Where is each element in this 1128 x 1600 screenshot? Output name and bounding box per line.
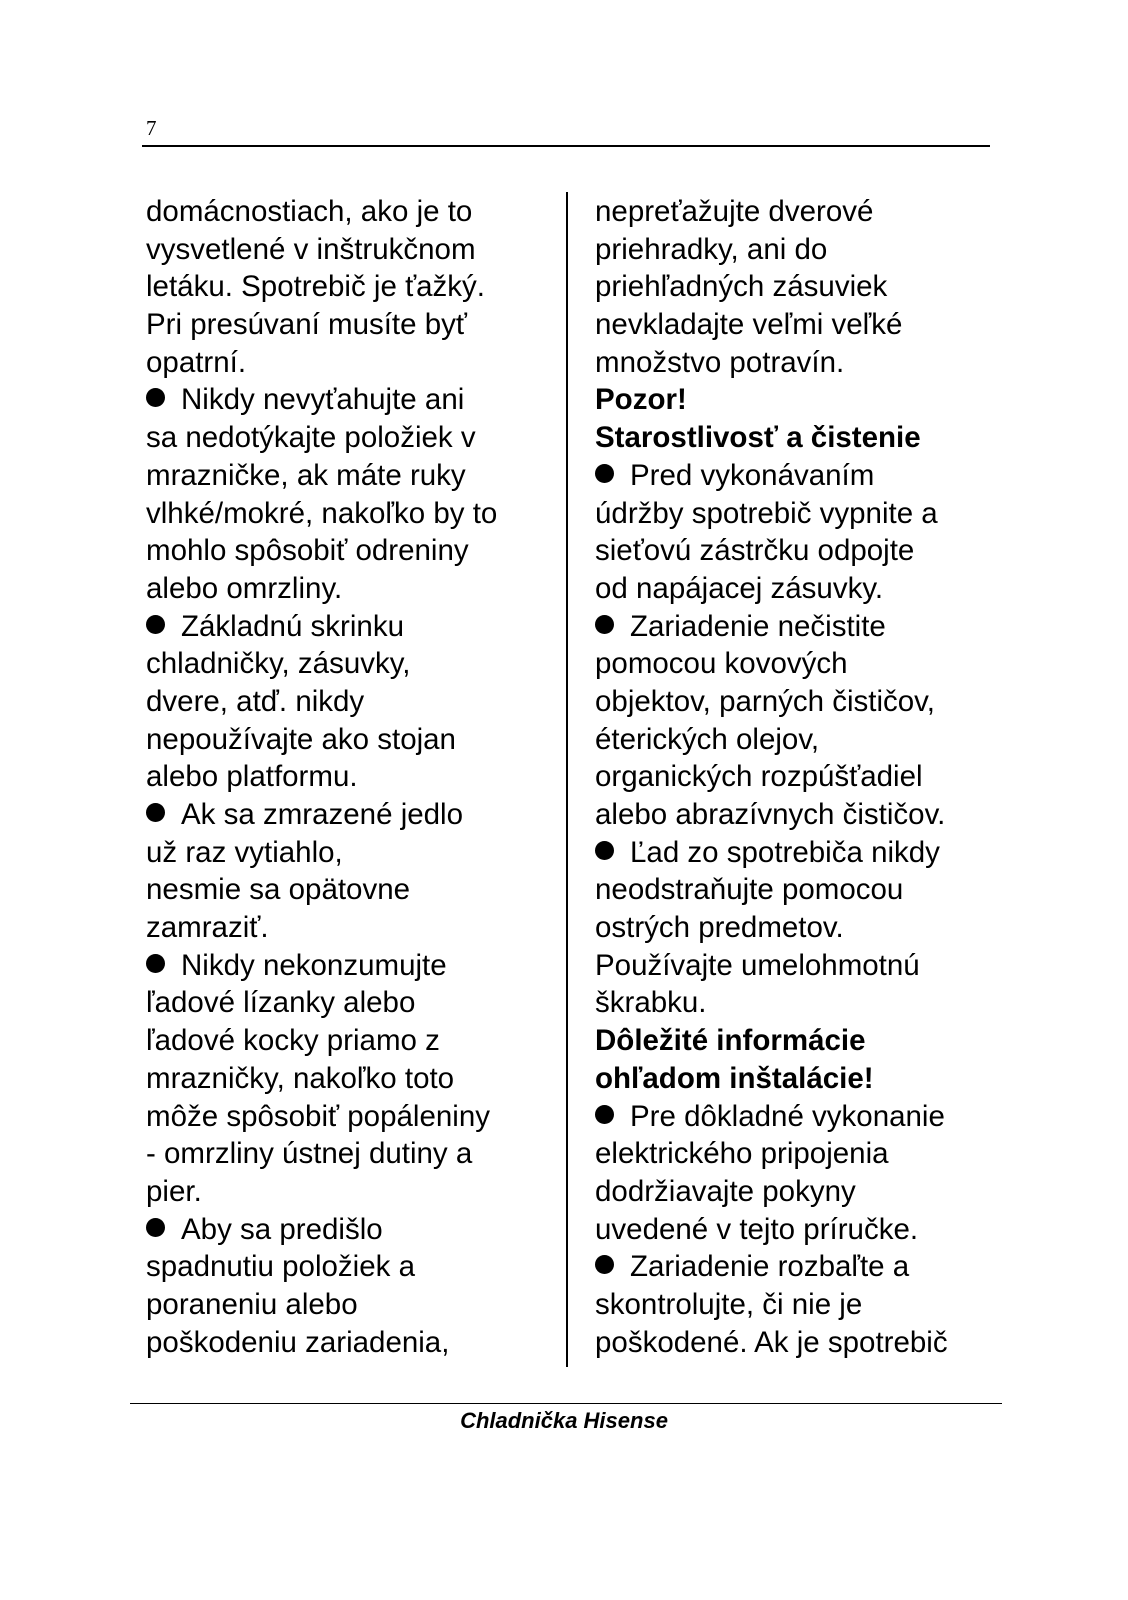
text-line bbox=[146, 495, 541, 533]
line-text: sa nedotýkajte položiek v bbox=[146, 421, 476, 455]
header-rule bbox=[142, 145, 990, 147]
left-text-column bbox=[146, 193, 541, 1361]
text-line bbox=[146, 645, 541, 683]
text-line bbox=[146, 1060, 541, 1098]
text-line bbox=[146, 306, 541, 344]
text-line bbox=[595, 721, 1015, 759]
text-line bbox=[595, 1286, 1015, 1324]
text-line bbox=[595, 984, 1015, 1022]
text-line bbox=[146, 1098, 541, 1136]
line-text: Pred vykonávaním bbox=[630, 458, 875, 492]
line-text: Nikdy nevyťahujte ani bbox=[181, 383, 465, 417]
bullet-icon bbox=[595, 615, 614, 634]
text-line bbox=[595, 645, 1015, 683]
line-text: Základnú skrinku bbox=[181, 609, 404, 643]
line-text: mohlo spôsobiť odreniny bbox=[146, 534, 469, 568]
line-text: sieťovú zástrčku odpojte bbox=[595, 534, 915, 568]
line-text: mrazničky, nakoľko toto bbox=[146, 1061, 455, 1095]
line-text: spadnutiu položiek a bbox=[146, 1250, 415, 1284]
line-text: pomocou kovových bbox=[595, 647, 848, 681]
bullet-icon bbox=[146, 615, 165, 634]
text-line bbox=[595, 871, 1015, 909]
bullet-item-start-line bbox=[146, 608, 541, 646]
line-text: Zariadenie nečistite bbox=[630, 609, 886, 643]
text-line bbox=[146, 268, 541, 306]
line-text: objektov, parných čističov, bbox=[595, 684, 935, 718]
text-line bbox=[146, 984, 541, 1022]
text-line bbox=[595, 1324, 1015, 1362]
text-line bbox=[595, 1211, 1015, 1249]
line-text: uvedené v tejto príručke. bbox=[595, 1212, 919, 1246]
line-text: dodržiavajte pokyny bbox=[595, 1174, 856, 1208]
line-text: alebo platformu. bbox=[146, 760, 358, 794]
line-text: Nikdy nekonzumujte bbox=[181, 948, 447, 982]
line-text: pier. bbox=[146, 1174, 202, 1208]
bullet-item-start-line bbox=[595, 457, 1015, 495]
text-line bbox=[595, 193, 1015, 231]
bullet-icon bbox=[146, 388, 165, 407]
text-line bbox=[595, 344, 1015, 382]
section-heading-line bbox=[595, 1060, 1015, 1098]
line-text: vysvetlené v inštrukčnom bbox=[146, 232, 476, 266]
bullet-icon bbox=[146, 954, 165, 973]
text-line bbox=[146, 1286, 541, 1324]
line-text: skontrolujte, či nie je bbox=[595, 1287, 863, 1321]
line-text: ľadové lízanky alebo bbox=[146, 986, 416, 1020]
line-text: dvere, atď. nikdy bbox=[146, 684, 365, 718]
line-text: priehľadných zásuviek bbox=[595, 270, 888, 304]
line-text: Ľad zo spotrebiča nikdy bbox=[630, 835, 940, 869]
text-line bbox=[146, 457, 541, 495]
text-line bbox=[146, 758, 541, 796]
line-text: elektrického pripojenia bbox=[595, 1137, 889, 1171]
text-line bbox=[146, 1324, 541, 1362]
line-text: od napájacej zásuvky. bbox=[595, 571, 884, 605]
text-line bbox=[595, 495, 1015, 533]
section-heading-line bbox=[595, 419, 1015, 457]
bullet-icon bbox=[595, 1255, 614, 1274]
text-line bbox=[595, 268, 1015, 306]
text-line bbox=[595, 758, 1015, 796]
text-line bbox=[595, 532, 1015, 570]
text-line bbox=[146, 231, 541, 269]
line-text: Ak sa zmrazené jedlo bbox=[181, 798, 464, 831]
line-text: Starostlivosť a čistenie bbox=[595, 421, 921, 455]
bullet-item-start-line bbox=[595, 1098, 1015, 1136]
text-line bbox=[595, 1135, 1015, 1173]
line-text: Zariadenie rozbaľte a bbox=[630, 1250, 910, 1284]
column-divider bbox=[566, 192, 568, 1367]
line-text: nepreťažujte dverové bbox=[595, 195, 874, 228]
page-number: 7 bbox=[146, 116, 157, 140]
section-heading-line bbox=[595, 381, 1015, 419]
footer-title: Chladnička Hisense bbox=[460, 1408, 668, 1433]
line-text: poškodené. Ak je spotrebič bbox=[595, 1325, 948, 1359]
bullet-item-start-line bbox=[146, 947, 541, 985]
text-line bbox=[146, 683, 541, 721]
text-line bbox=[595, 909, 1015, 947]
footer-rule bbox=[130, 1403, 1002, 1404]
line-text: môže spôsobiť popáleniny bbox=[146, 1099, 490, 1133]
line-text: Dôležité informácie bbox=[595, 1024, 866, 1058]
bullet-item-start-line bbox=[595, 1248, 1015, 1286]
line-text: neodstraňujte pomocou bbox=[595, 873, 904, 907]
line-text: Pre dôkladné vykonanie bbox=[630, 1099, 945, 1133]
text-line bbox=[146, 532, 541, 570]
line-text: priehradky, ani do bbox=[595, 232, 828, 266]
text-line bbox=[595, 947, 1015, 985]
text-line bbox=[595, 683, 1015, 721]
text-line bbox=[595, 796, 1015, 834]
line-text: nesmie sa opätovne bbox=[146, 873, 411, 907]
text-line bbox=[146, 344, 541, 382]
line-text: poraneniu alebo bbox=[146, 1287, 358, 1321]
text-line bbox=[146, 871, 541, 909]
text-line bbox=[146, 570, 541, 608]
bullet-item-start-line bbox=[595, 608, 1015, 646]
text-line bbox=[146, 419, 541, 457]
bullet-icon bbox=[146, 1218, 165, 1237]
bullet-icon bbox=[595, 1105, 614, 1124]
line-text: éterických olejov, bbox=[595, 722, 820, 756]
line-text: nepoužívajte ako stojan bbox=[146, 722, 456, 756]
line-text: domácnostiach, ako je to bbox=[146, 195, 473, 228]
bullet-item-start-line bbox=[595, 834, 1015, 872]
text-line bbox=[595, 1173, 1015, 1211]
line-text: poškodeniu zariadenia, bbox=[146, 1325, 450, 1359]
text-line bbox=[146, 834, 541, 872]
text-line bbox=[146, 1173, 541, 1211]
line-text: množstvo potravín. bbox=[595, 345, 845, 379]
right-text-column bbox=[595, 193, 1015, 1361]
text-line bbox=[146, 1135, 541, 1173]
text-line bbox=[146, 721, 541, 759]
line-text: ohľadom inštalácie! bbox=[595, 1061, 874, 1095]
section-heading-line bbox=[595, 1022, 1015, 1060]
bullet-icon bbox=[595, 464, 614, 483]
text-line bbox=[146, 193, 541, 231]
text-line bbox=[146, 1022, 541, 1060]
text-line bbox=[146, 1248, 541, 1286]
line-text: nevkladajte veľmi veľké bbox=[595, 308, 903, 342]
line-text: - omrzliny ústnej dutiny a bbox=[146, 1137, 473, 1171]
line-text: Aby sa predišlo bbox=[181, 1212, 383, 1246]
bullet-item-start-line bbox=[146, 1211, 541, 1249]
line-text: chladničky, zásuvky, bbox=[146, 647, 411, 681]
line-text: letáku. Spotrebič je ťažký. bbox=[146, 270, 486, 304]
line-text: mrazničke, ak máte ruky bbox=[146, 458, 466, 492]
line-text: alebo omrzliny. bbox=[146, 571, 343, 605]
line-text: už raz vytiahlo, bbox=[146, 835, 343, 869]
text-line bbox=[595, 231, 1015, 269]
text-line bbox=[595, 570, 1015, 608]
line-text: škrabku. bbox=[595, 986, 707, 1020]
line-text: alebo abrazívnych čističov. bbox=[595, 798, 946, 831]
line-text: ostrých predmetov. bbox=[595, 911, 844, 945]
bullet-icon bbox=[146, 803, 165, 822]
line-text: Pozor! bbox=[595, 383, 687, 417]
bullet-icon bbox=[595, 841, 614, 860]
line-text: organických rozpúšťadiel bbox=[595, 760, 923, 794]
text-line bbox=[146, 909, 541, 947]
bullet-item-start-line bbox=[146, 381, 541, 419]
bullet-item-start-line bbox=[146, 796, 541, 834]
line-text: zamraziť. bbox=[146, 911, 269, 945]
line-text: Používajte umelohmotnú bbox=[595, 948, 920, 982]
line-text: ľadové kocky priamo z bbox=[146, 1024, 440, 1058]
line-text: vlhké/mokré, nakoľko by to bbox=[146, 496, 498, 530]
text-line bbox=[595, 306, 1015, 344]
line-text: Pri presúvaní musíte byť bbox=[146, 308, 467, 342]
line-text: údržby spotrebič vypnite a bbox=[595, 496, 938, 530]
line-text: opatrní. bbox=[146, 345, 247, 379]
